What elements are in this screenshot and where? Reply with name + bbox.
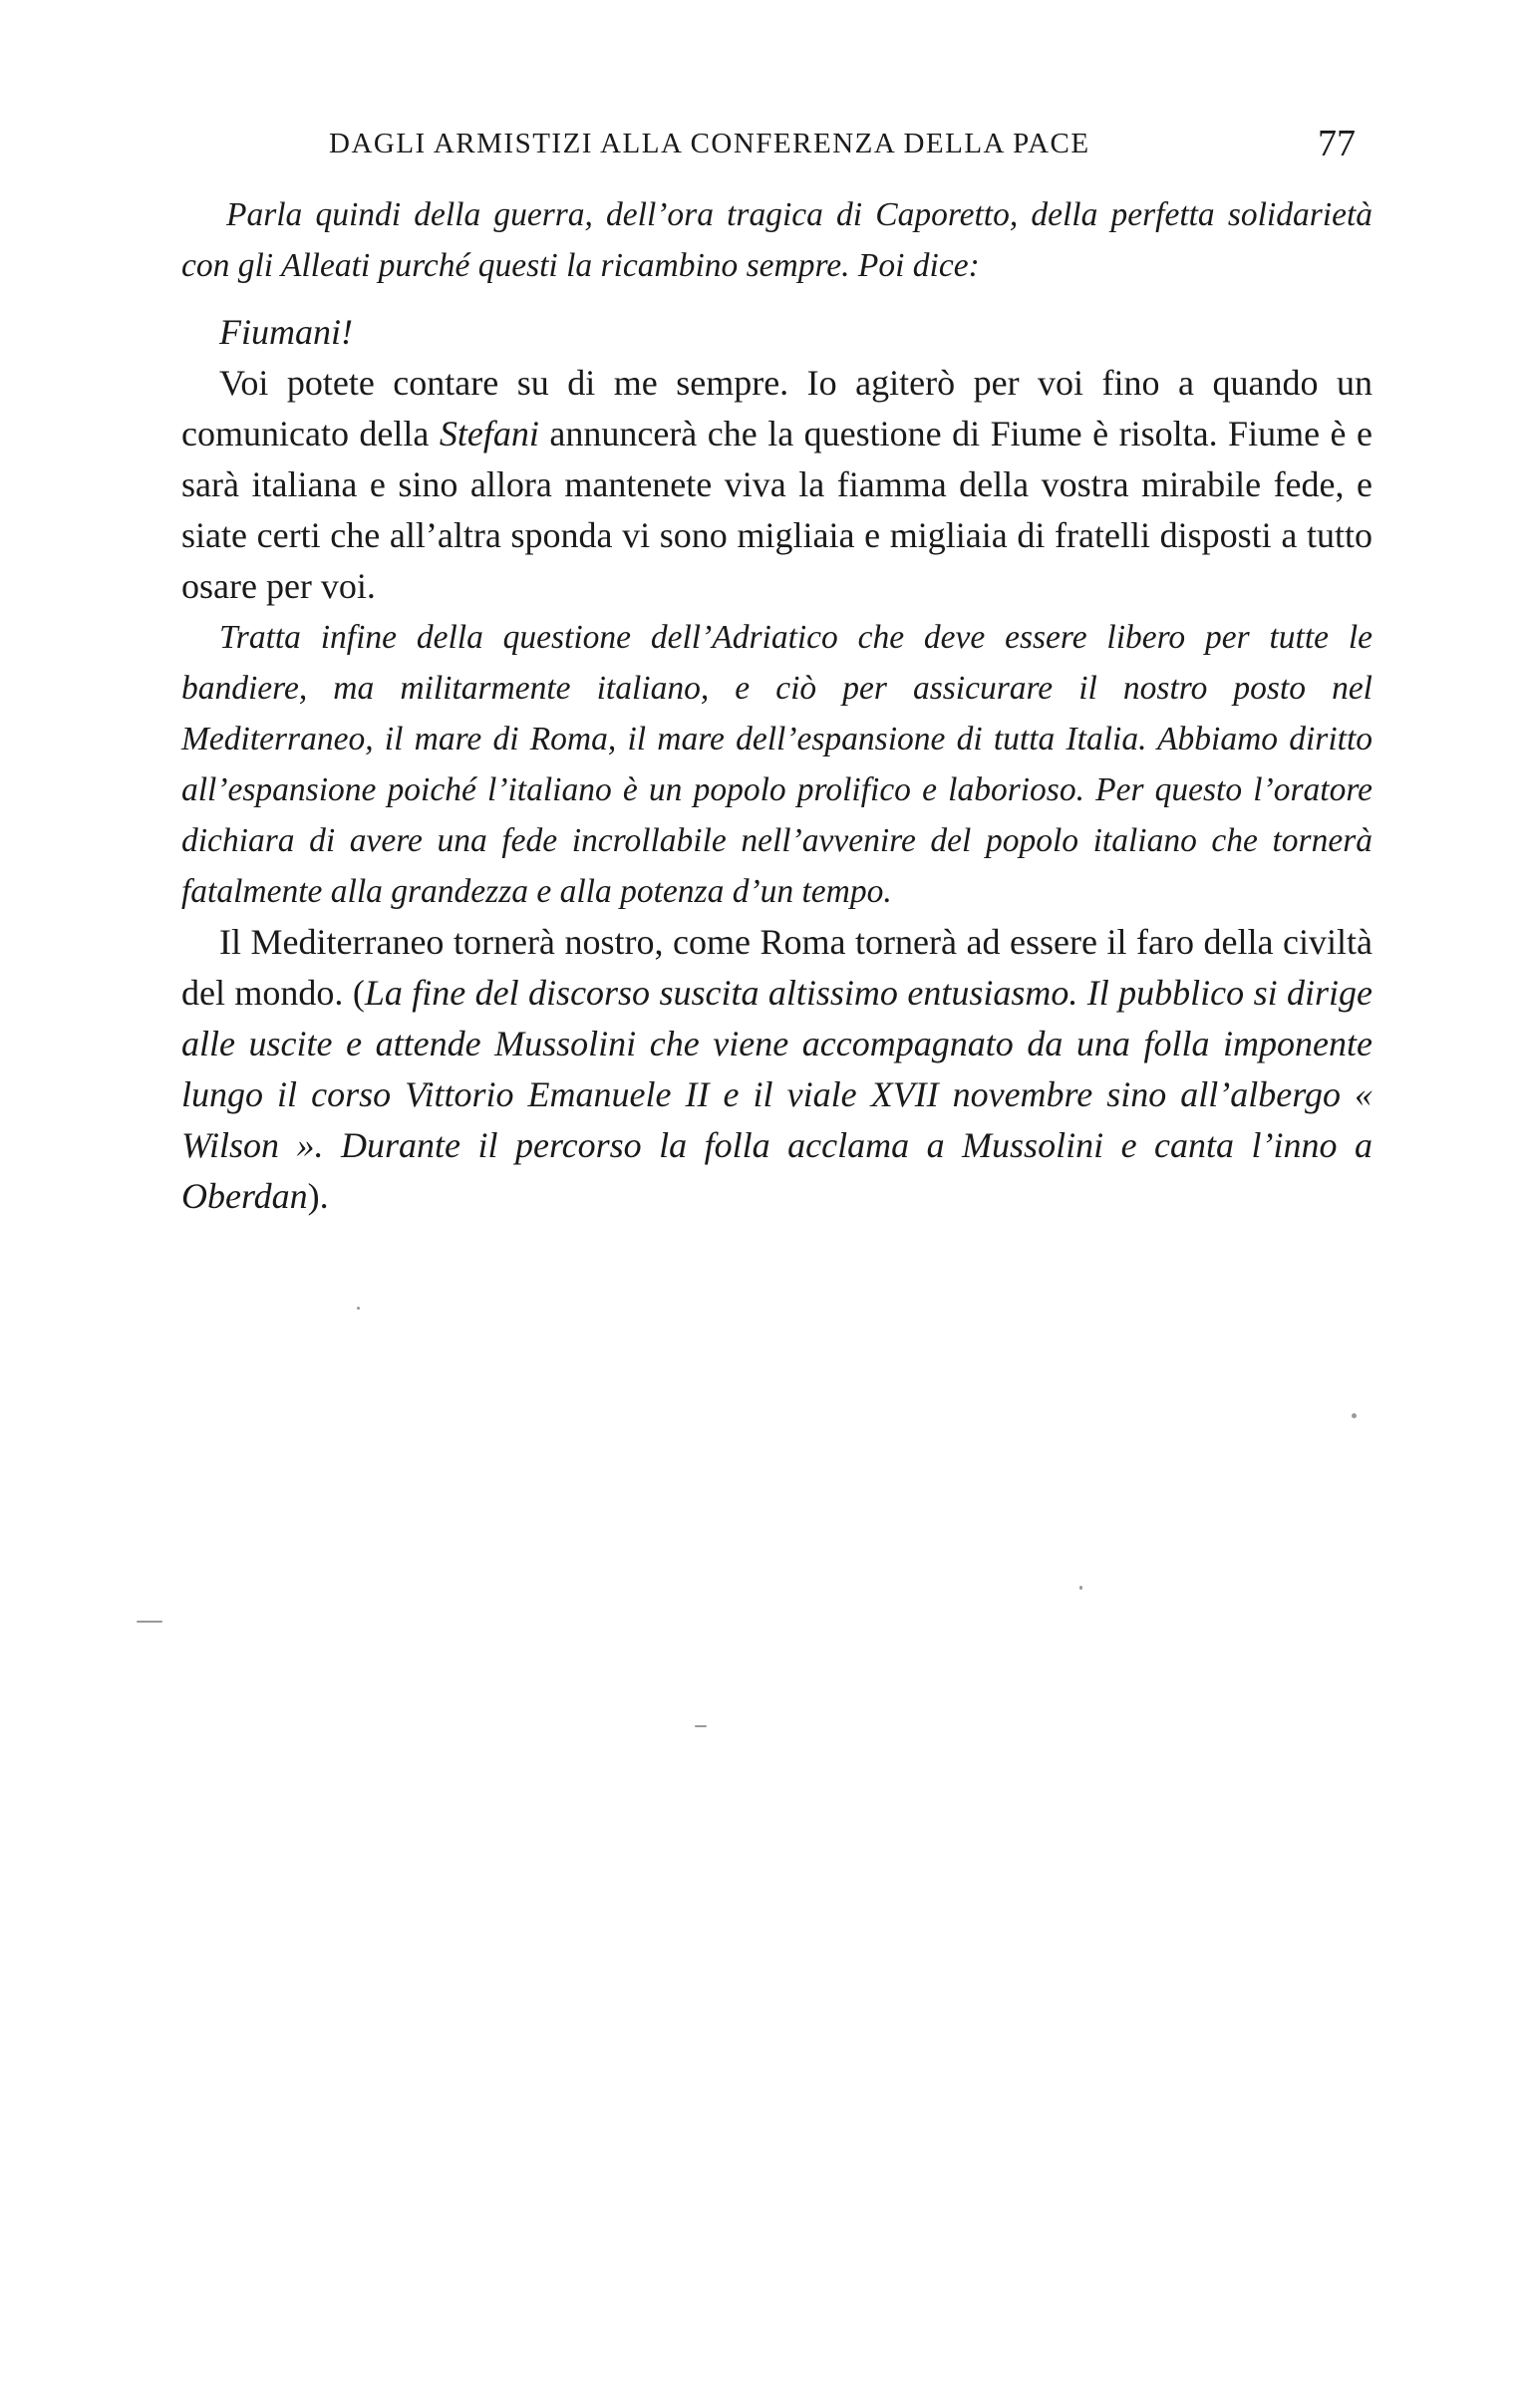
closing-text [181, 917, 1372, 1222]
scan-speck [137, 1621, 162, 1623]
running-title: DAGLI ARMISTIZI ALLA CONFERENZA DELLA PACE [329, 128, 1090, 159]
speech-paragraph [181, 358, 1372, 612]
closing-paragraph [181, 917, 1372, 1222]
running-header [329, 122, 1356, 167]
scan-speck [1352, 1413, 1357, 1418]
speech-salutation: Fiumani! [219, 312, 353, 352]
scan-speck [1079, 1586, 1082, 1590]
speech-text-part-2: annuncerà che la questione di Fiume è risolta. Fiume è e sarà italiana e sino allora mantenete viva la fiamma della vostra mirabile fede, e siate certi che all’altra sponda vi sono migliaia e migliaia di fratelli disposti a tutto osare per voi. [181, 414, 1372, 606]
closing-roman: Il Mediterraneo tornerà nostro, come Roma tornerà ad essere il faro della civiltà del mondo. ( [181, 922, 1372, 1013]
closing-end: ). [307, 1176, 329, 1216]
scan-speck [695, 1725, 707, 1727]
body-text [181, 189, 1372, 1222]
page-number: 77 [1318, 123, 1356, 164]
paragraph-adriatic: Tratta infine della questione dell’Adriatico che deve essere libero per tutte le bandiere, ma militarmente italiano, e ciò per assicurare il nostro posto nel Mediterraneo, il mare di Roma, il mare dell’espansione di tutta Italia. Abbiamo diritto all’espansione poiché l’italiano è un popolo prolifico e laborioso. Per questo l’oratore dichiara di avere una fede incrollabile nell’avvenire del popolo italiano che tornerà fatalmente alla grandezza e alla potenza d’un tempo. [181, 619, 1372, 910]
speech-text-part-1: Voi potete contare su di me sempre. Io agiterò per voi fino a quando un comunicato della [181, 363, 1372, 453]
closing-italic: La fine del discorso suscita altissimo entusiasmo. Il pubblico si dirige alle uscite e attende Mussolini che viene accompagnato da una folla imponente lungo il corso Vittorio Emanuele II e il viale XVII novembre sino all’albergo « Wilson ». Durante il percorso la folla acclama a Mussolini e canta l’inno a Oberdan [181, 973, 1372, 1216]
paragraph-intro: Parla quindi della guerra, dell’ora tragica di Caporetto, della perfetta solidarietà con gli Alleati purché questi la ricambino sempre. Poi dice: [181, 196, 1372, 284]
stefani-agency: Stefani [439, 414, 539, 453]
scan-speck [357, 1307, 360, 1310]
speech-text [181, 358, 1372, 612]
